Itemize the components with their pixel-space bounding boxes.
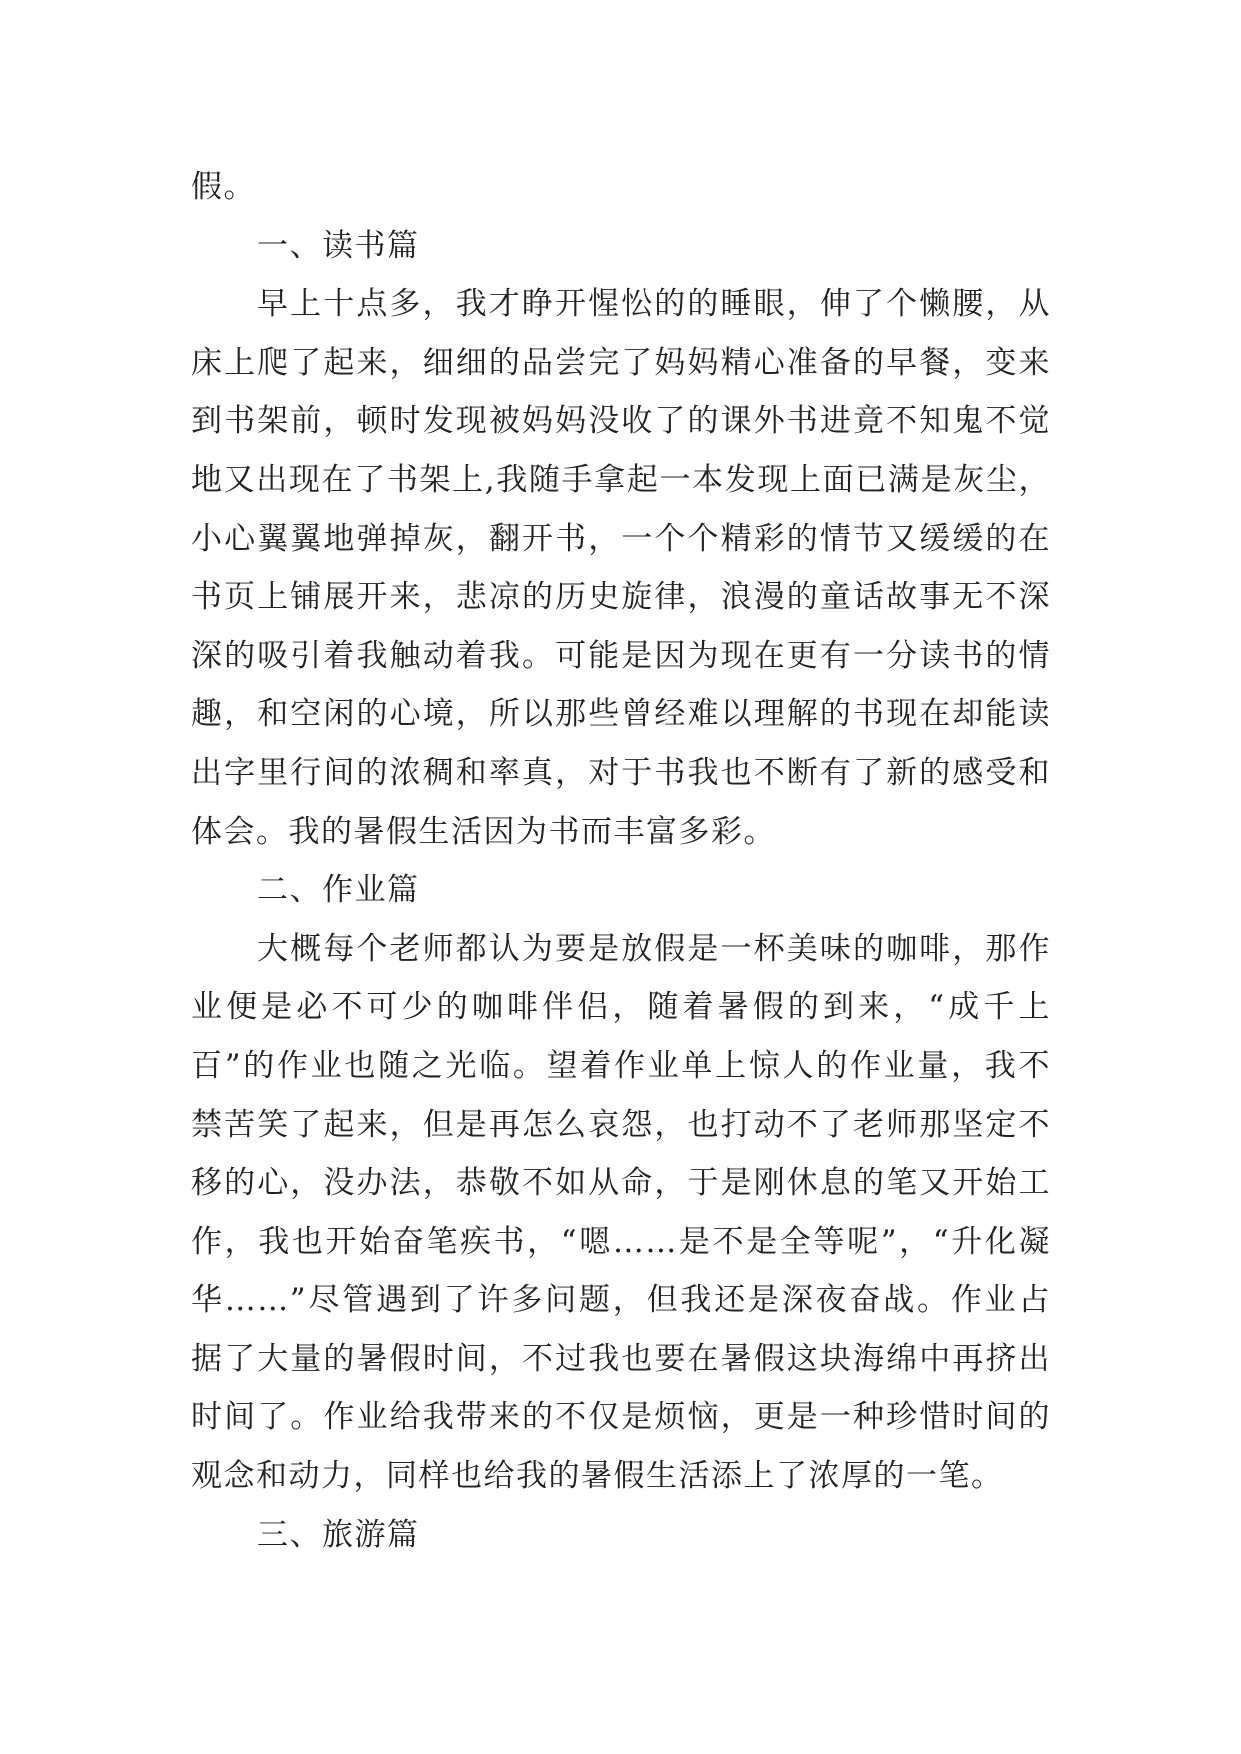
carryover-text: 假。	[191, 169, 256, 205]
section-paragraph-reading: 早上十点多，我才睁开惺忪的的睡眼，伸了个懒腰，从床上爬了起来，细细的品尝完了妈妈精心准备的早餐，变来到书架前，顿时发现被妈妈没收了的课外书进竟不知鬼不觉地又出现在了书架上,我随手拿起一本发现上面已满是灰尘，小心翼翼地弹掉灰，翻开书，一个个精彩的情节又缓缓的在书页上铺展开来，悲凉的历史旋律，浪漫的童话故事无不深深的吸引着我触动着我。可能是因为现在更有一分读书的情趣，和空闲的心境，所以那些曾经难以理解的书现在却能读出字里行间的浓稠和率真，对于书我也不断有了新的感受和体会。我的暑假生活因为书而丰富多彩。	[191, 286, 1051, 850]
document-page	[191, 158, 1051, 1564]
section-heading-homework: 二、作业篇	[257, 872, 420, 909]
section-paragraph-homework: 大概每个老师都认为要是放假是一杯美味的咖啡，那作业便是必不可少的咖啡伴侣，随着暑假的到来，“成千上百”的作业也随之光临。望着作业单上惊人的作业量，我不禁苦笑了起来，但是再怎么哀怨，也打动不了老师那坚定不移的心，没办法，恭敬不如从命，于是刚休息的笔又开始工作，我也开始奋笔疾书，“嗯……是不是全等呢”，“升化凝华……”尽管遇到了许多问题，但我还是深夜奋战。作业占据了大量的暑假时间，不过我也要在暑假这块海绵中再挤出时间了。作业给我带来的不仅是烦恼，更是一种珍惜时间的观念和动力，同样也给我的暑假生活添上了浓厚的一笔。	[191, 930, 1051, 1495]
section-heading-reading: 一、读书篇	[257, 227, 420, 264]
section-heading-travel: 三、旅游篇	[257, 1516, 420, 1553]
